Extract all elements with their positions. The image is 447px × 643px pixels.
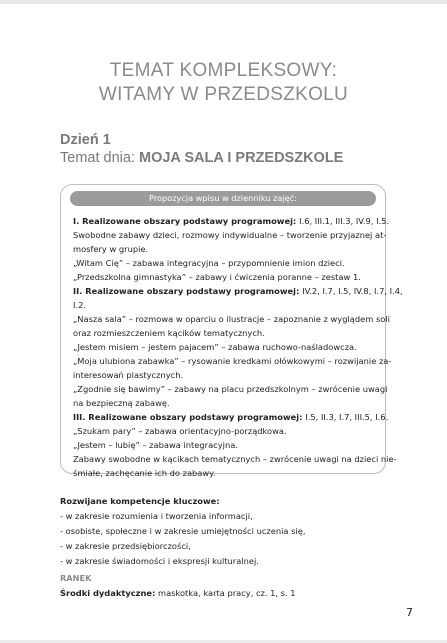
diary-line-text: „Moja ulubiona zabawka” – rysowanie kredkami ołówkowymi – rozwijanie za- [73, 356, 392, 366]
diary-line-text: Swobodne zabawy dzieci, rozmowy indywidualne – tworzenie przyjaznej at- [73, 230, 387, 240]
competency-item: - w zakresie przedsiębiorczości, [60, 541, 191, 551]
competency-item: - w zakresie świadomości i ekspresji kulturalnej. [60, 556, 259, 566]
diary-line [73, 426, 287, 436]
diary-line [73, 272, 361, 282]
diary-line [73, 454, 397, 464]
diary-line [73, 328, 265, 338]
diary-line-text: „Przedszkolna gimnastyka” – zabawy i ćwiczenia poranne – zestaw 1. [73, 272, 361, 282]
diary-line [73, 230, 386, 240]
diary-line-text: „Witam Cię” – zabawa integracyjna – przypomnienie imion dzieci. [73, 258, 345, 268]
page-number: 7 [406, 606, 413, 619]
diary-line-text: śmiałe, zachęcanie ich do zabawy. [73, 468, 216, 478]
diary-line-text: „Nasza sala” – rozmowa w oparciu o ilustracje – zapoznanie z wyglądem soli [73, 314, 390, 324]
diary-line-text: na bezpieczną zabawę. [73, 398, 170, 408]
topic-title-line-2: WITAMY W PRZEDSZKOLU [98, 84, 349, 105]
diary-line [73, 412, 388, 422]
diary-line-text: IV.2, I.7, I.5, IV.8, I.7, I.4, [302, 286, 403, 296]
diary-line [73, 258, 345, 268]
diary-line [73, 244, 148, 254]
diary-line-text: I.5, II.3, I.7, III.5, I.6. [305, 412, 389, 422]
diary-entry-header: Propozycja wpisu w dzienniku zajęć: [70, 191, 376, 206]
diary-line-text: „Szukam pary” – zabawa orientacyjno-porządkowa. [73, 426, 287, 436]
ranek-heading: RANEK [60, 573, 92, 583]
day-subject-prefix: Temat dnia: [60, 150, 139, 166]
diary-line-bold: II. Realizowane obszary podstawy programowej: [73, 286, 303, 296]
diary-line [73, 216, 389, 226]
diary-line-text: oraz rozmieszczeniem kącików tematycznych. [73, 328, 265, 338]
diary-line-text: „Jestem misiem – jestem pajacem” – zabawa ruchowo-naśladowcza. [73, 342, 357, 352]
diary-line-bold: I. Realizowane obszary podstawy programowej: [73, 216, 300, 226]
diary-line-text: „Zgodnie się bawimy” – zabawy na placu przedszkolnym – zwrócenie uwagi [73, 384, 388, 394]
day-subject [60, 150, 343, 166]
day-label: Dzień 1 [60, 132, 111, 148]
teaching-aids [60, 588, 296, 598]
diary-line-text: interesowań plastycznych. [73, 370, 184, 380]
diary-line [73, 314, 390, 324]
day-subject-value: MOJA SALA I PRZEDSZKOLE [139, 150, 344, 166]
diary-line [73, 398, 170, 408]
competency-item: - w zakresie rozumienia i tworzenia informacji, [60, 511, 253, 521]
diary-line [73, 300, 86, 310]
topic-title-line-1: TEMAT KOMPLEKSOWY: [109, 60, 338, 81]
teaching-aids-label: Środki dydaktyczne: [60, 588, 156, 598]
diary-line-text: I.6, III.1, III.3, IV.9, I.5. [299, 216, 390, 226]
diary-line [73, 342, 357, 352]
diary-line [73, 468, 216, 478]
diary-line [73, 286, 403, 296]
diary-line-text: mosfery w grupie. [73, 244, 149, 254]
diary-line [73, 440, 238, 450]
diary-line-text: „Jestem – lubię” – zabawa integracyjna. [73, 440, 238, 450]
top-rule [0, 0, 447, 4]
diary-line [73, 384, 387, 394]
diary-line-text: Zabawy swobodne w kącikach tematycznych – zwrócenie uwagi na dzieci nie- [73, 454, 397, 464]
diary-line [73, 370, 183, 380]
competency-item: - osobiste, społeczne i w zakresie umiejętności uczenia się, [60, 526, 306, 536]
competencies-heading: Rozwijane kompetencje kluczowe: [60, 496, 220, 506]
diary-line-text: I.2. [73, 300, 87, 310]
diary-line-bold: III. Realizowane obszary podstawy programowej: [73, 412, 306, 422]
diary-line [73, 356, 391, 366]
teaching-aids-value: maskotka, karta pracy, cz. 1, s. 1 [155, 588, 296, 598]
